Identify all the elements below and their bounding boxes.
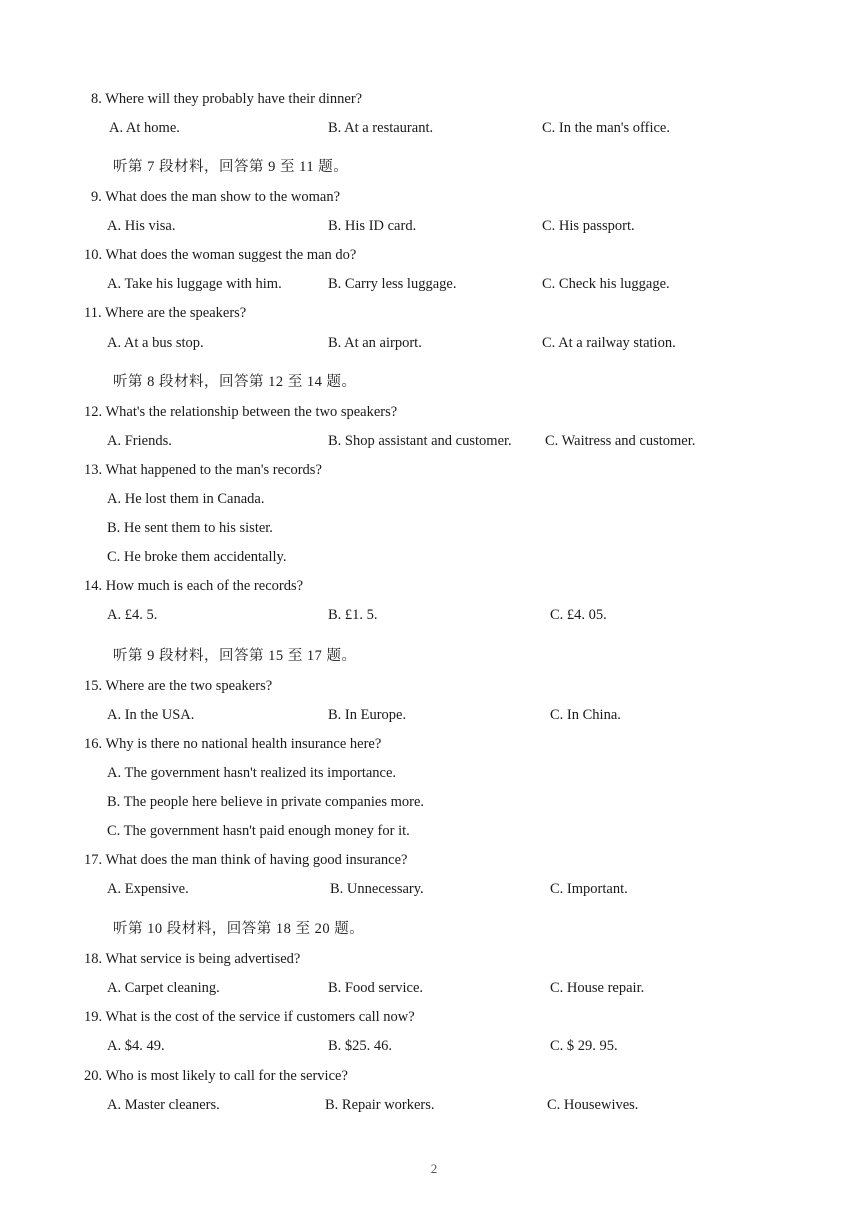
option-b: B. Carry less luggage. [328, 276, 457, 292]
option-b: B. At a restaurant. [328, 120, 434, 136]
option-a: A. At a bus stop. [107, 335, 204, 351]
question-stem: 8. Where will they probably have their dinner? [91, 91, 363, 107]
option-b: B. Food service. [328, 980, 424, 996]
option-c: C. Check his luggage. [542, 276, 670, 292]
option-a: A. $4. 49. [107, 1038, 165, 1054]
option-c: C. Waitress and customer. [545, 433, 696, 449]
question-stem: 15. Where are the two speakers? [84, 678, 273, 694]
option-c: C. His passport. [542, 218, 635, 234]
page-number: 2 [430, 1161, 438, 1176]
question-stem: 16. Why is there no national health insurance here? [84, 736, 382, 752]
option-b: B. Shop assistant and customer. [328, 433, 512, 449]
option-b: B. In Europe. [328, 707, 407, 723]
question-stem: 20. Who is most likely to call for the service? [84, 1068, 348, 1084]
option-c: C. In China. [550, 707, 621, 723]
option-c: C. In the man's office. [542, 120, 670, 136]
option-a: A. His visa. [107, 218, 176, 234]
option-a: A. Take his luggage with him. [107, 276, 282, 292]
option-c: C. House repair. [550, 980, 645, 996]
option-a: A. The government hasn't realized its importance. [107, 765, 397, 781]
option-b: B. The people here believe in private companies more. [107, 794, 425, 810]
option-c: C. $ 29. 95. [550, 1038, 618, 1054]
question-stem: 13. What happened to the man's records? [84, 462, 322, 478]
question-stem: 19. What is the cost of the service if customers call now? [84, 1009, 415, 1025]
option-c: C. At a railway station. [542, 335, 676, 351]
option-c: C. He broke them accidentally. [107, 549, 287, 565]
option-c: C. The government hasn't paid enough money for it. [107, 823, 410, 839]
option-a: A. He lost them in Canada. [107, 491, 265, 507]
option-b: B. At an airport. [328, 335, 422, 351]
option-c: C. £4. 05. [550, 607, 607, 623]
question-stem: 14. How much is each of the records? [84, 578, 304, 594]
section-instruction: 听第 9 段材料，回答第 15 至 17 题。 [113, 648, 357, 664]
option-a: A. Friends. [107, 433, 172, 449]
option-b: B. £1. 5. [328, 607, 378, 623]
option-a: A. In the USA. [107, 707, 195, 723]
question-stem: 10. What does the woman suggest the man do? [84, 247, 357, 263]
option-b: B. He sent them to his sister. [107, 520, 273, 536]
option-a: A. £4. 5. [107, 607, 158, 623]
question-stem: 9. What does the man show to the woman? [91, 189, 340, 205]
question-stem: 17. What does the man think of having good insurance? [84, 852, 408, 868]
option-b: B. His ID card. [328, 218, 417, 234]
option-a: A. Master cleaners. [107, 1097, 220, 1113]
option-b: B. Repair workers. [325, 1097, 435, 1113]
section-instruction: 听第 10 段材料，回答第 18 至 20 题。 [113, 921, 365, 937]
section-instruction: 听第 8 段材料，回答第 12 至 14 题。 [113, 374, 357, 390]
option-b: B. Unnecessary. [330, 881, 424, 897]
option-c: C. Housewives. [547, 1097, 639, 1113]
option-c: C. Important. [550, 881, 628, 897]
question-stem: 11. Where are the speakers? [84, 305, 247, 321]
question-stem: 18. What service is being advertised? [84, 951, 301, 967]
option-a: A. Carpet cleaning. [107, 980, 220, 996]
question-stem: 12. What's the relationship between the two speakers? [84, 404, 398, 420]
option-a: A. Expensive. [107, 881, 189, 897]
section-instruction: 听第 7 段材料，回答第 9 至 11 题。 [113, 159, 349, 175]
option-b: B. $25. 46. [328, 1038, 393, 1054]
option-a: A. At home. [109, 120, 180, 136]
